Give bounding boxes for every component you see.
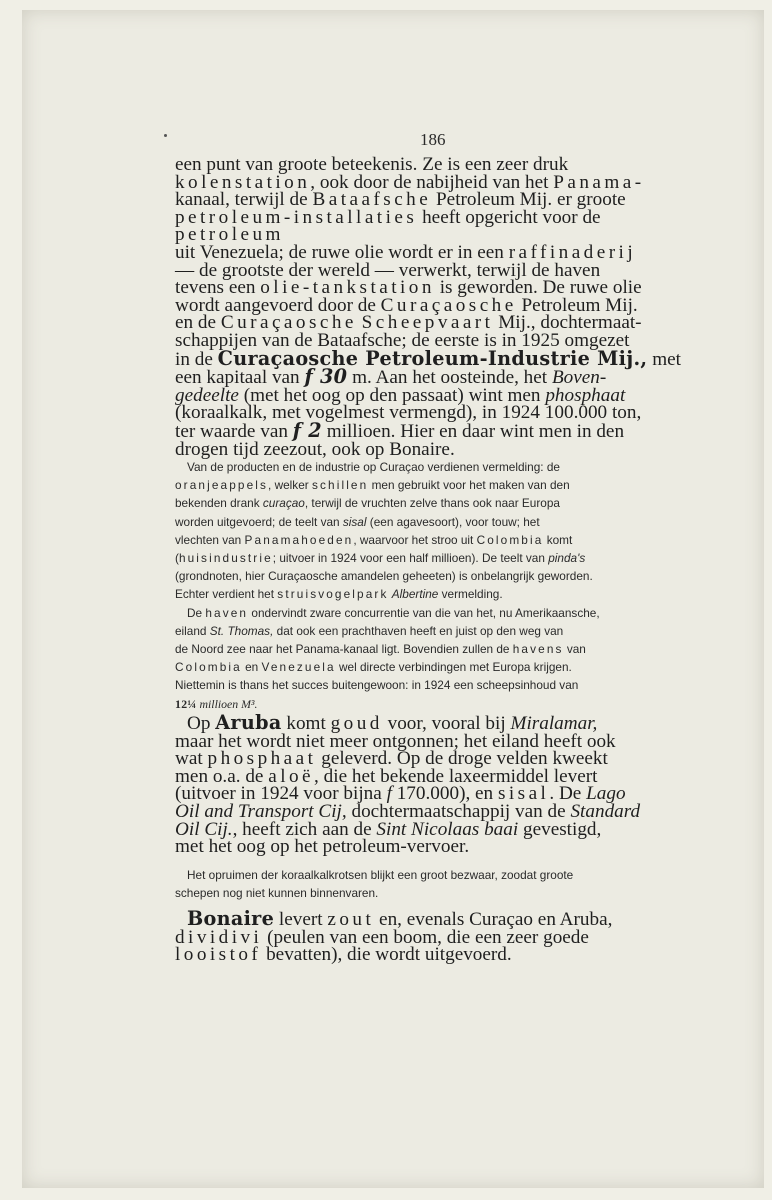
note-line: 12¼ millioen M³.	[175, 696, 258, 711]
text-line: schappijen van de Bataafsche; de eerste is in 1925 omgezet	[175, 329, 630, 351]
note-line: Het opruimen der koraalkalkrotsen blijkt een groot bezwaar, zoodat groote	[187, 868, 574, 882]
note-line: Niettemin is thans het succes buitengewoon: in 1924 een scheepsinhoud van	[175, 678, 579, 693]
note-line: De haven ondervindt zware concurrentie van die van het, nu Amerikaansche,	[187, 605, 600, 620]
note-line: Van de producten en de industrie op Curaçao verdienen vermelding: de	[187, 460, 560, 474]
text-line: een kapitaal van f 30 m. Aan het oosteinde, het Boven-	[175, 365, 607, 389]
note-aruba	[175, 866, 698, 902]
text-line: een punt van groote beteekenis. Ze is een zeer druk	[175, 154, 569, 175]
paragraph-aruba	[175, 711, 698, 858]
note-line: oranjeappels, welker schillen men gebruikt voor het maken van den	[175, 478, 570, 493]
note-line: (huisindustrie; uitvoer in 1924 voor een half millioen). De teelt van pinda's	[175, 551, 586, 566]
paragraph-bonaire	[175, 907, 698, 966]
text-line: met het oog op het petroleum-vervoer.	[175, 836, 470, 858]
note-line: eiland St. Thomas, dat ook een prachthaven heeft en juist op den weg van	[175, 623, 564, 638]
ink-speck	[164, 134, 167, 137]
note-line: schepen nog niet kunnen binnenvaren.	[175, 886, 379, 901]
page-number: 186	[420, 130, 446, 149]
text-line: Oil Cij., heeft zich aan de Sint Nicolaas baai gevestigd,	[175, 818, 602, 840]
note-line: (grondnoten, hier Curaçaosche amandelen geheeten) is onbelangrijk geworden.	[175, 569, 593, 584]
text-line: uit Venezuela; de ruwe olie wordt er in een raffinaderij	[175, 241, 637, 263]
text-line: gedeelte (met het oog op den passaat) wint men phosphaat	[175, 384, 626, 406]
paragraph-curacao-industry	[175, 156, 698, 458]
text-line: men o.a. de aloë, die het bekende laxeermiddel levert	[175, 765, 598, 787]
text-line: in de Curaçaosche Petroleum-Industrie Mij., met	[175, 346, 681, 370]
text-line: wordt aangevoerd door de Curaçaosche Petroleum Mij.	[175, 294, 638, 316]
text-line: Bonaire levert zout en, evenals Curaçao en Aruba,	[187, 907, 613, 930]
text-line: Oil and Transport Cij, dochtermaatschappij van de Standard	[175, 800, 641, 822]
note-curacao-products	[175, 458, 698, 713]
text-line: en de Curaçaosche Scheepvaart Mij., dochtermaat-	[175, 312, 642, 334]
text-line: kolenstation, ook door de nabijheid van het Panama-	[175, 171, 645, 193]
note-line: bekenden drank curaçao, terwijl de vruchten zelve thans ook naar Europa	[175, 496, 560, 511]
note-line: worden uitgevoerd; de teelt van sisal (een agavesoort), voor touw; het	[175, 514, 540, 529]
text-line: Op Aruba komt goud voor, vooral bij Miralamar,	[187, 711, 598, 734]
text-line: wat phosphaat geleverd. Op de droge velden kweekt	[175, 748, 608, 770]
note-line: Colombia en Venezuela wel directe verbindingen met Europa krijgen.	[175, 660, 572, 675]
note-line: Echter verdient het struisvogelpark Albertine vermelding.	[175, 587, 503, 602]
text-line: kanaal, terwijl de Bataafsche Petroleum Mij. er groote	[175, 189, 626, 211]
note-line: vlechten van Panamahoeden, waarvoor het stroo uit Colombia komt	[175, 532, 573, 547]
text-line: ter waarde van f 2 millioen. Hier en daar wint men in den	[175, 418, 625, 442]
note-line: de Noord zee naar het Panama-kanaal ligt. Bovendien zullen de havens van	[175, 642, 586, 657]
text-line: (uitvoer in 1924 voor bijna f 170.000), en sisal. De Lago	[175, 783, 626, 805]
text-line: (koraalkalk, met vogelmest vermengd), in 1924 100.000 ton,	[175, 402, 642, 424]
text-line: maar het wordt niet meer ontgonnen; het eiland heeft ook	[175, 730, 616, 752]
text-line: tevens een olie-tankstation is geworden. De ruwe olie	[175, 277, 642, 299]
text-line: — de grootste der wereld — verwerkt, terwijl de haven	[175, 259, 601, 281]
text-line: dividivi (peulen van een boom, die een zeer goede	[175, 926, 589, 948]
text-line: drogen tijd zeezout, ook op Bonaire.	[175, 438, 455, 460]
text-line: petroleum-installaties heeft opgericht voor de petroleum	[175, 206, 601, 246]
text-line: looistof bevatten), die wordt uitgevoerd.	[175, 944, 512, 966]
